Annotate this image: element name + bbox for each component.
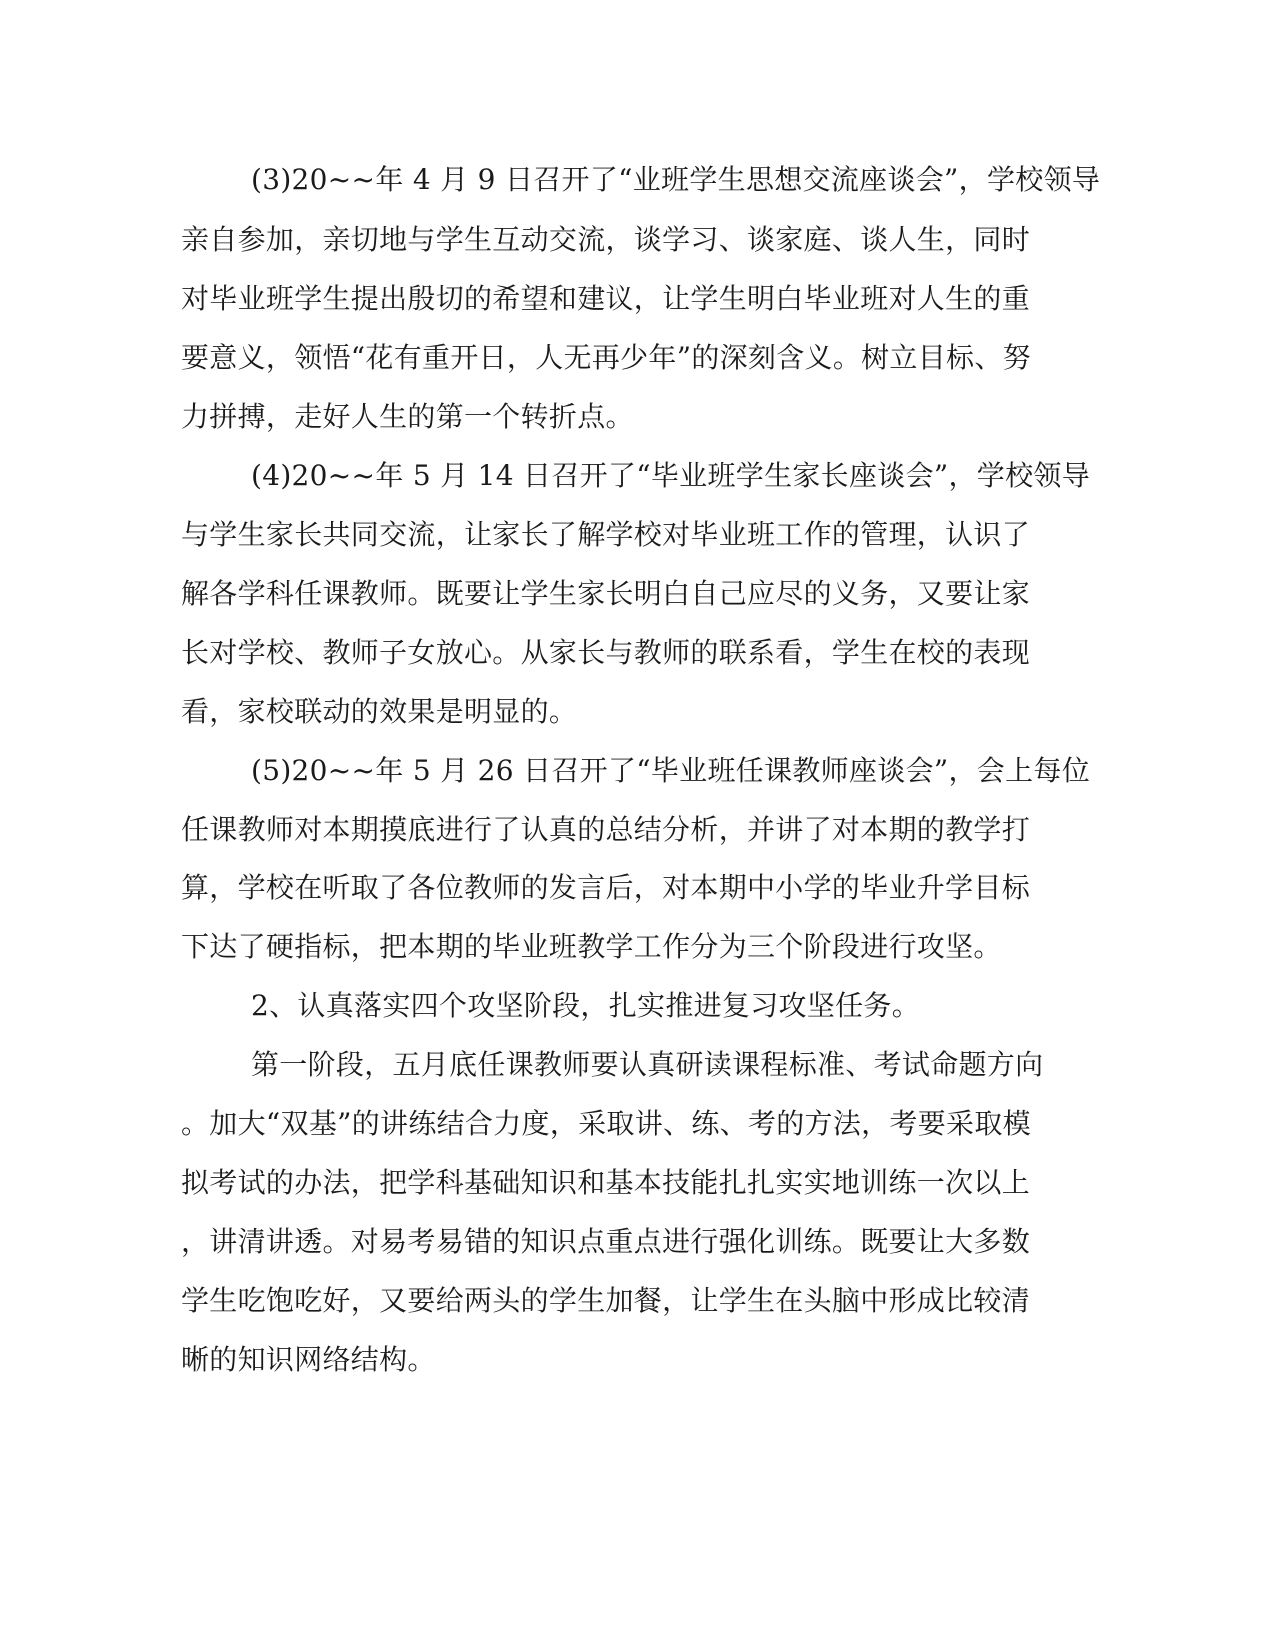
paragraph-4-line-3: 解各学科任课教师。既要让学生家长明白自己应尽的义务，又要让家 — [181, 577, 1031, 610]
paragraph-3-line-3: 对毕业班学生提出殷切的希望和建议，让学生明白毕业班对人生的重 — [181, 282, 1031, 315]
paragraph-5-line-1: (5)20~~年 5 月 26 日召开了“毕业班任课教师座谈会”，会上每位 — [251, 754, 1090, 787]
paragraph-5-line-3: 算，学校在听取了各位教师的发言后，对本期中小学的毕业升学目标 — [181, 871, 1031, 904]
stage-1-line-5: 学生吃饱吃好，又要给两头的学生加餐，让学生在头脑中形成比较清 — [181, 1284, 1031, 1317]
stage-1-line-6: 晰的知识网络结构。 — [181, 1343, 436, 1376]
paragraph-5-line-4: 下达了硬指标，把本期的毕业班教学工作分为三个阶段进行攻坚。 — [181, 930, 1002, 963]
paragraph-3-line-4: 要意义，领悟“花有重开日，人无再少年”的深刻含义。树立目标、努 — [181, 341, 1031, 374]
paragraph-4-line-2: 与学生家长共同交流，让家长了解学校对毕业班工作的管理，认识了 — [181, 518, 1031, 551]
section-2-heading: 2、认真落实四个攻坚阶段，扎实推进复习攻坚任务。 — [251, 989, 921, 1022]
paragraph-4-line-5: 看，家校联动的效果是明显的。 — [181, 695, 578, 728]
stage-1-line-3: 拟考试的办法，把学科基础知识和基本技能扎扎实实地训练一次以上 — [181, 1166, 1031, 1199]
paragraph-3-line-5: 力拼搏，走好人生的第一个转折点。 — [181, 400, 634, 433]
paragraph-4-line-4: 长对学校、教师子女放心。从家长与教师的联系看，学生在校的表现 — [181, 636, 1031, 669]
stage-1-line-4: ，讲清讲透。对易考易错的知识点重点进行强化训练。既要让大多数 — [181, 1225, 1031, 1258]
paragraph-4-line-1: (4)20~~年 5 月 14 日召开了“毕业班学生家长座谈会”，学校领导 — [251, 459, 1090, 492]
stage-1-line-2: 。加大“双基”的讲练结合力度，采取讲、练、考的方法，考要采取模 — [181, 1107, 1031, 1140]
paragraph-3-line-1: (3)20~~年 4 月 9 日召开了“业班学生思想交流座谈会”，学校领导 — [251, 163, 1101, 196]
stage-1-line-1: 第一阶段，五月底任课教师要认真研读课程标准、考试命题方向 — [251, 1048, 1044, 1081]
paragraph-3-line-2: 亲自参加，亲切地与学生互动交流，谈学习、谈家庭、谈人生，同时 — [181, 223, 1031, 256]
paragraph-5-line-2: 任课教师对本期摸底进行了认真的总结分析，并讲了对本期的教学打 — [181, 813, 1031, 846]
